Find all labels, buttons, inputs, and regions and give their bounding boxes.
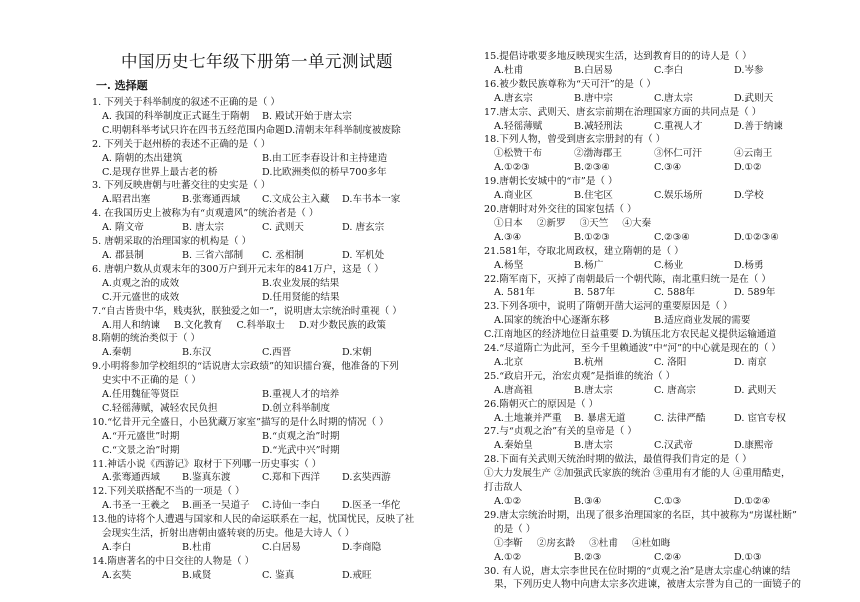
answer-option: C.文成公主入藏 bbox=[262, 194, 330, 206]
answer-option: C.汉武帝 bbox=[654, 440, 693, 452]
answer-option: C.开元盛世的成效 bbox=[102, 291, 180, 303]
option-row bbox=[92, 221, 422, 235]
answer-option: B.杜甫 bbox=[182, 542, 212, 553]
answer-option: B.②③④ bbox=[574, 162, 610, 174]
answer-option: B.“贞观之治”时期 bbox=[262, 430, 340, 442]
answer-option: A.秦始皇 bbox=[494, 440, 533, 452]
answer-option: C. 洛阳 bbox=[654, 356, 687, 368]
answer-option: B.张骞通西域 bbox=[182, 194, 241, 206]
answer-option: A.贞观之治的成效 bbox=[102, 277, 180, 289]
answer-option: ④云南王 bbox=[734, 148, 773, 160]
answer-option: A. 我国的科举制度正式诞生于隋朝 bbox=[102, 110, 250, 122]
answer-option: B.唐太宗 bbox=[574, 384, 613, 396]
option-row bbox=[484, 356, 814, 370]
question-line: 14.隋唐著名的中日交往的人物是（ ） bbox=[92, 555, 255, 567]
answer-option: D.岑参 bbox=[734, 64, 764, 76]
right-column bbox=[484, 50, 814, 592]
answer-option: A. 隋文帝 bbox=[102, 222, 144, 234]
answer-option: ②新罗 bbox=[536, 217, 566, 229]
answer-option: A.唐高祖 bbox=[494, 384, 533, 396]
answer-option: C.明朝科举考试只许在四书五经范围内命题 bbox=[102, 124, 285, 136]
answer-option: D.车书本一家 bbox=[342, 194, 401, 206]
option-row bbox=[92, 152, 422, 166]
question-line: 30. 有人说，唐太宗李世民在位时期的“贞观之治”是唐太宗虚心纳谏的结 bbox=[484, 565, 791, 577]
option-row bbox=[484, 147, 814, 161]
answer-option: A.李白 bbox=[102, 542, 132, 553]
question-line: 11.神话小说《西游记》取材于下列哪一历史事实（ ） bbox=[92, 458, 322, 470]
question-line: 22.隋军南下，灭掉了南朝最后一个朝代陈，南北重归统一是在（ ） bbox=[484, 273, 771, 285]
answer-option: ③杜甫 bbox=[589, 537, 618, 549]
option-row bbox=[92, 569, 422, 583]
answer-option: D. 南京 bbox=[734, 356, 767, 368]
question-line: C.江南地区的经济地位日益重要 D.为镇压北方农民起义提供运输通道 bbox=[484, 329, 777, 341]
question-line: 23.下列各项中，说明了隋朝开凿大运河的重要原因是（ ） bbox=[484, 301, 733, 313]
option-row bbox=[92, 124, 422, 138]
answer-option: B.住宅区 bbox=[574, 190, 613, 202]
question-line: 29.唐太宗统治时期，出现了很多治理国家的名臣，其中被称为“房谋杜断” bbox=[484, 509, 797, 521]
answer-option: A. 581年 bbox=[494, 287, 535, 299]
answer-option: A.杨坚 bbox=[494, 259, 524, 271]
question-line: 2. 下列关于赵州桥的表述不正确的是（ ） bbox=[92, 138, 271, 150]
answer-option: D.李商隐 bbox=[342, 542, 382, 553]
answer-option: D.①②④ bbox=[734, 496, 771, 507]
answer-option: C.李白 bbox=[654, 64, 684, 76]
option-row bbox=[484, 64, 814, 78]
option-row bbox=[484, 495, 814, 509]
answer-option: B.①②③ bbox=[574, 231, 610, 243]
option-row bbox=[484, 259, 814, 273]
answer-option: D. 武则天 bbox=[734, 384, 777, 396]
answer-option: C.重视人才 bbox=[654, 120, 703, 132]
answer-option: B.画圣一吴道子 bbox=[182, 500, 250, 512]
question-line: 5. 唐朝采取的治理国家的机构是（ ） bbox=[92, 236, 252, 248]
answer-option: ②渤海郡王 bbox=[574, 148, 622, 160]
answer-option: A.秦朝 bbox=[102, 347, 132, 359]
answer-option: A. 隋朝的杰出建筑 bbox=[102, 152, 183, 164]
answer-option: ④杜如晦 bbox=[631, 537, 671, 549]
option-row bbox=[92, 193, 422, 207]
answer-option: C.郑和下西洋 bbox=[262, 472, 321, 484]
answer-option: A.商业区 bbox=[494, 190, 533, 202]
option-row bbox=[92, 499, 422, 513]
answer-option: C.娱乐场所 bbox=[654, 190, 703, 202]
option-row bbox=[92, 541, 422, 555]
right-question-list bbox=[484, 50, 814, 592]
answer-option: C.①③ bbox=[654, 496, 682, 507]
answer-option: C. 丞相制 bbox=[262, 249, 304, 261]
answer-option: D.①②③④ bbox=[734, 231, 779, 243]
answer-option: C.“文景之治”时期 bbox=[102, 444, 180, 456]
answer-option: C.诗仙一李白 bbox=[262, 500, 321, 512]
answer-option: C.白居易 bbox=[262, 542, 301, 553]
question-line: 果，下列历史人物中向唐太宗多次进谏，被唐太宗誉为自己的一面镜子的 bbox=[494, 579, 801, 591]
answer-option: B.唐中宗 bbox=[574, 92, 613, 104]
answer-option: B. 三省六部制 bbox=[182, 249, 244, 261]
left-column bbox=[92, 50, 422, 583]
question-line: 18.下列人物，曾受到唐玄宗册封的有（ ） bbox=[484, 134, 666, 146]
option-row bbox=[92, 471, 422, 485]
answer-option: D. 唐玄宗 bbox=[342, 222, 385, 234]
answer-option: A.土地兼并严重 bbox=[494, 412, 562, 424]
answer-option: A.①② bbox=[494, 496, 522, 507]
answer-option: ③怀仁可汗 bbox=[654, 148, 702, 160]
answer-option: C.轻徭薄赋，减轻农民负担 bbox=[102, 402, 218, 414]
answer-option: D.任用贤能的结果 bbox=[262, 291, 340, 303]
answer-option: B.文化教育 bbox=[173, 319, 223, 331]
answer-option: ②房玄龄 bbox=[536, 537, 576, 549]
question-line: 24.“尽道隋亡为此河，至今千里赖通波”中“河”的中心就是现在的（ ） bbox=[484, 343, 781, 355]
answer-option: B. 587年 bbox=[574, 287, 616, 299]
question-line: 会现实生活，折射出唐朝由盛转衰的历史。他是大诗人（ ） bbox=[102, 528, 355, 540]
question-line: 17.唐太宗、武则天、唐玄宗前期在治理国家方面的共同点是（ ） bbox=[484, 106, 762, 118]
answer-option: B.农业发展的结果 bbox=[262, 277, 340, 289]
option-row bbox=[92, 277, 422, 291]
answer-option: ③天竺 bbox=[579, 217, 609, 229]
answer-option: B.②③ bbox=[574, 551, 602, 563]
answer-option: B.咸贤 bbox=[182, 569, 212, 581]
option-row bbox=[92, 444, 422, 458]
answer-option: D.杨勇 bbox=[734, 259, 764, 271]
question-line: 8.隋朝的统治类似于（ ） bbox=[92, 333, 201, 345]
question-line: 15.提倡诗歌要多地反映现实生活，达到教育目的的诗人是（ ） bbox=[484, 51, 752, 62]
answer-option: A.唐玄宗 bbox=[494, 92, 533, 104]
question-line: 13.他的诗将个人遭遇与国家和人民的命运联系在一起，忧国忧民，反映了社 bbox=[92, 514, 415, 526]
answer-option: ①日本 bbox=[494, 217, 523, 229]
answer-option: A.杜甫 bbox=[494, 64, 524, 76]
answer-option: ④大秦 bbox=[622, 217, 652, 229]
answer-option: C.②④ bbox=[654, 551, 682, 563]
answer-option: B.适应商业发展的需要 bbox=[654, 315, 751, 327]
left-question-list bbox=[92, 96, 422, 583]
question-line: 12.下列关联搭配不当的一项是（ ） bbox=[92, 486, 245, 498]
answer-option: C. 武则天 bbox=[262, 222, 304, 234]
answer-option: D.学校 bbox=[734, 190, 764, 202]
answer-option: D.戒旺 bbox=[342, 569, 372, 581]
option-row bbox=[92, 249, 422, 263]
question-line: 的是（ ） bbox=[494, 523, 536, 535]
option-row bbox=[92, 319, 422, 333]
answer-option: B.杨广 bbox=[574, 259, 604, 271]
answer-option: C. 法律严酷 bbox=[654, 412, 706, 424]
option-row bbox=[92, 291, 422, 305]
answer-option: B.杭州 bbox=[574, 356, 604, 368]
option-row bbox=[484, 92, 814, 106]
option-row bbox=[484, 286, 814, 300]
answer-option: D. 宦官专权 bbox=[734, 412, 786, 424]
section-heading: 一. 选择题 bbox=[96, 79, 148, 92]
answer-option: A.玄奘 bbox=[102, 569, 132, 581]
option-row bbox=[484, 412, 814, 426]
answer-option: B.白居易 bbox=[574, 64, 613, 76]
answer-option: C.唐太宗 bbox=[654, 92, 693, 104]
answer-option: D.比欧洲类似的桥早700多年 bbox=[262, 166, 387, 178]
answer-option: D.宋朝 bbox=[342, 347, 372, 359]
option-row bbox=[484, 189, 814, 203]
answer-option: B. 殿试开始于唐太宗 bbox=[262, 110, 352, 122]
option-row bbox=[484, 314, 814, 328]
option-row bbox=[484, 231, 814, 245]
option-row bbox=[92, 402, 422, 416]
answer-option: B.由工匠李春设计和主持建造 bbox=[262, 152, 388, 164]
option-row bbox=[484, 439, 814, 453]
answer-option: D.①② bbox=[734, 162, 762, 174]
answer-option: A.北京 bbox=[494, 356, 524, 368]
answer-option: D.玄奘西游 bbox=[342, 472, 391, 484]
question-line: ①大力发展生产 ②加强武氏家族的统治 ③重用有才能的人 ④重用酷吏， bbox=[484, 468, 791, 480]
answer-option: A.张骞通西域 bbox=[102, 472, 160, 484]
answer-option: C.西晋 bbox=[262, 347, 292, 359]
answer-option: B. 唐太宗 bbox=[182, 222, 224, 234]
answer-option: A.①②③ bbox=[494, 162, 530, 174]
answer-option: ①李靳 bbox=[494, 537, 523, 549]
option-row bbox=[92, 110, 422, 124]
option-row bbox=[484, 537, 814, 551]
option-row bbox=[92, 388, 422, 402]
answer-option: A.国家的统治中心逐渐东移 bbox=[494, 315, 610, 327]
answer-option: B.唐太宗 bbox=[574, 440, 613, 452]
answer-option: A.用人和纳谏 bbox=[102, 319, 160, 331]
option-row bbox=[484, 161, 814, 175]
question-line: 9.小明将参加学校组织的“话说唐太宗政绩”的知识擂台赛，他准备的下列 bbox=[92, 361, 399, 373]
question-line: 10.“忆昔开元全盛日，小邑犹藏万家室”描写的是什么时期的情况（ ） bbox=[92, 416, 389, 428]
answer-option: D.创立科举制度 bbox=[262, 402, 330, 414]
answer-option: D.“光武中兴”时期 bbox=[262, 444, 340, 456]
question-line: 16.被少数民族尊称为“天可汗”的是（ ） bbox=[484, 78, 657, 90]
answer-option: C.杨业 bbox=[654, 259, 684, 271]
answer-option: A.任用魏征等贤臣 bbox=[102, 389, 180, 401]
answer-option: A.③④ bbox=[494, 231, 522, 243]
question-line: 28.下面有关武则天统治时期的做法，最值得我们肯定的是（ ） bbox=[484, 454, 752, 466]
question-line: 4. 在我国历史上被称为有“贞观遗风”的统治者是（ ） bbox=[92, 208, 319, 220]
answer-option: A.“开元盛世”时期 bbox=[102, 430, 180, 442]
answer-option: C. 588年 bbox=[654, 287, 696, 299]
answer-option: B. 暴虐无道 bbox=[574, 412, 626, 424]
answer-option: C.是现存世界上最古老的桥 bbox=[102, 166, 218, 178]
answer-option: C.③④ bbox=[654, 162, 682, 174]
page-title: 中国历史七年级下册第一单元测试题 bbox=[121, 52, 393, 71]
question-line: 打击敌人 bbox=[484, 482, 523, 494]
answer-option: D.康熙帝 bbox=[734, 440, 774, 452]
answer-option: B.鉴真东渡 bbox=[182, 472, 231, 484]
answer-option: A.昭君出塞 bbox=[102, 194, 151, 206]
answer-option: A.轻徭薄赋 bbox=[494, 120, 543, 132]
option-row bbox=[92, 430, 422, 444]
answer-option: D. 军机处 bbox=[342, 249, 385, 261]
answer-option: D.医圣一华佗 bbox=[342, 500, 401, 512]
answer-option: C. 鉴真 bbox=[262, 569, 295, 581]
answer-option: B.减轻刑法 bbox=[574, 120, 623, 132]
option-row bbox=[92, 166, 422, 180]
answer-option: C. 唐高宗 bbox=[654, 384, 696, 396]
question-line: 1. 下列关于科举制度的叙述不正确的是（ ） bbox=[92, 97, 280, 108]
answer-option: B.③④ bbox=[574, 496, 602, 507]
answer-option: B.东汉 bbox=[182, 347, 212, 359]
answer-option: A.书圣一王羲之 bbox=[102, 500, 170, 512]
question-line: 3. 下列反映唐朝与吐蕃交往的史实是（ ） bbox=[92, 180, 271, 192]
question-line: 26.隋朝灭亡的原因是（ ） bbox=[484, 398, 599, 410]
answer-option: D.清朝末年科举制度被废除 bbox=[284, 124, 401, 136]
answer-option: D.武则天 bbox=[734, 92, 774, 104]
option-row bbox=[484, 120, 814, 134]
question-line: 7.“自古皆贵中华，贱夷狄，朕独爱之如一”，说明唐太宗统治时重视（ ） bbox=[92, 305, 402, 317]
answer-option: D. 589年 bbox=[734, 287, 776, 299]
option-row bbox=[484, 384, 814, 398]
option-row bbox=[92, 346, 422, 360]
answer-option: A. 郡县制 bbox=[102, 249, 144, 261]
answer-option: B.重视人才的培养 bbox=[262, 389, 340, 401]
question-line: 6. 唐朝户数从贞观末年的300万户到开元末年的841万户，这是（ ） bbox=[92, 263, 384, 275]
option-row bbox=[484, 217, 814, 231]
question-line: 19.唐朝长安城中的“市”是（ ） bbox=[484, 176, 618, 188]
question-line: 20.唐朝时对外交往的国家包括（ ） bbox=[484, 203, 637, 215]
answer-option: D.善于纳谏 bbox=[734, 120, 783, 132]
answer-option: D.①③ bbox=[734, 551, 762, 563]
question-line: 25.“政启开元，治宏贞观”是指谁的统治（ ） bbox=[484, 370, 676, 382]
question-line: 史实中不正确的是（ ） bbox=[102, 375, 201, 387]
question-line: 21.581年，夺取北周政权，建立隋朝的是（ ） bbox=[484, 245, 684, 257]
answer-option: D.对少数民族的政策 bbox=[298, 319, 387, 331]
answer-option: C.②③④ bbox=[654, 231, 690, 243]
answer-option: A.①② bbox=[494, 551, 522, 563]
answer-option: C.科举取士 bbox=[236, 319, 285, 331]
option-row bbox=[484, 551, 814, 565]
question-line: 27.与“贞观之治”有关的皇帝是（ ） bbox=[484, 426, 637, 438]
answer-option: ①松赞干布 bbox=[494, 148, 542, 160]
